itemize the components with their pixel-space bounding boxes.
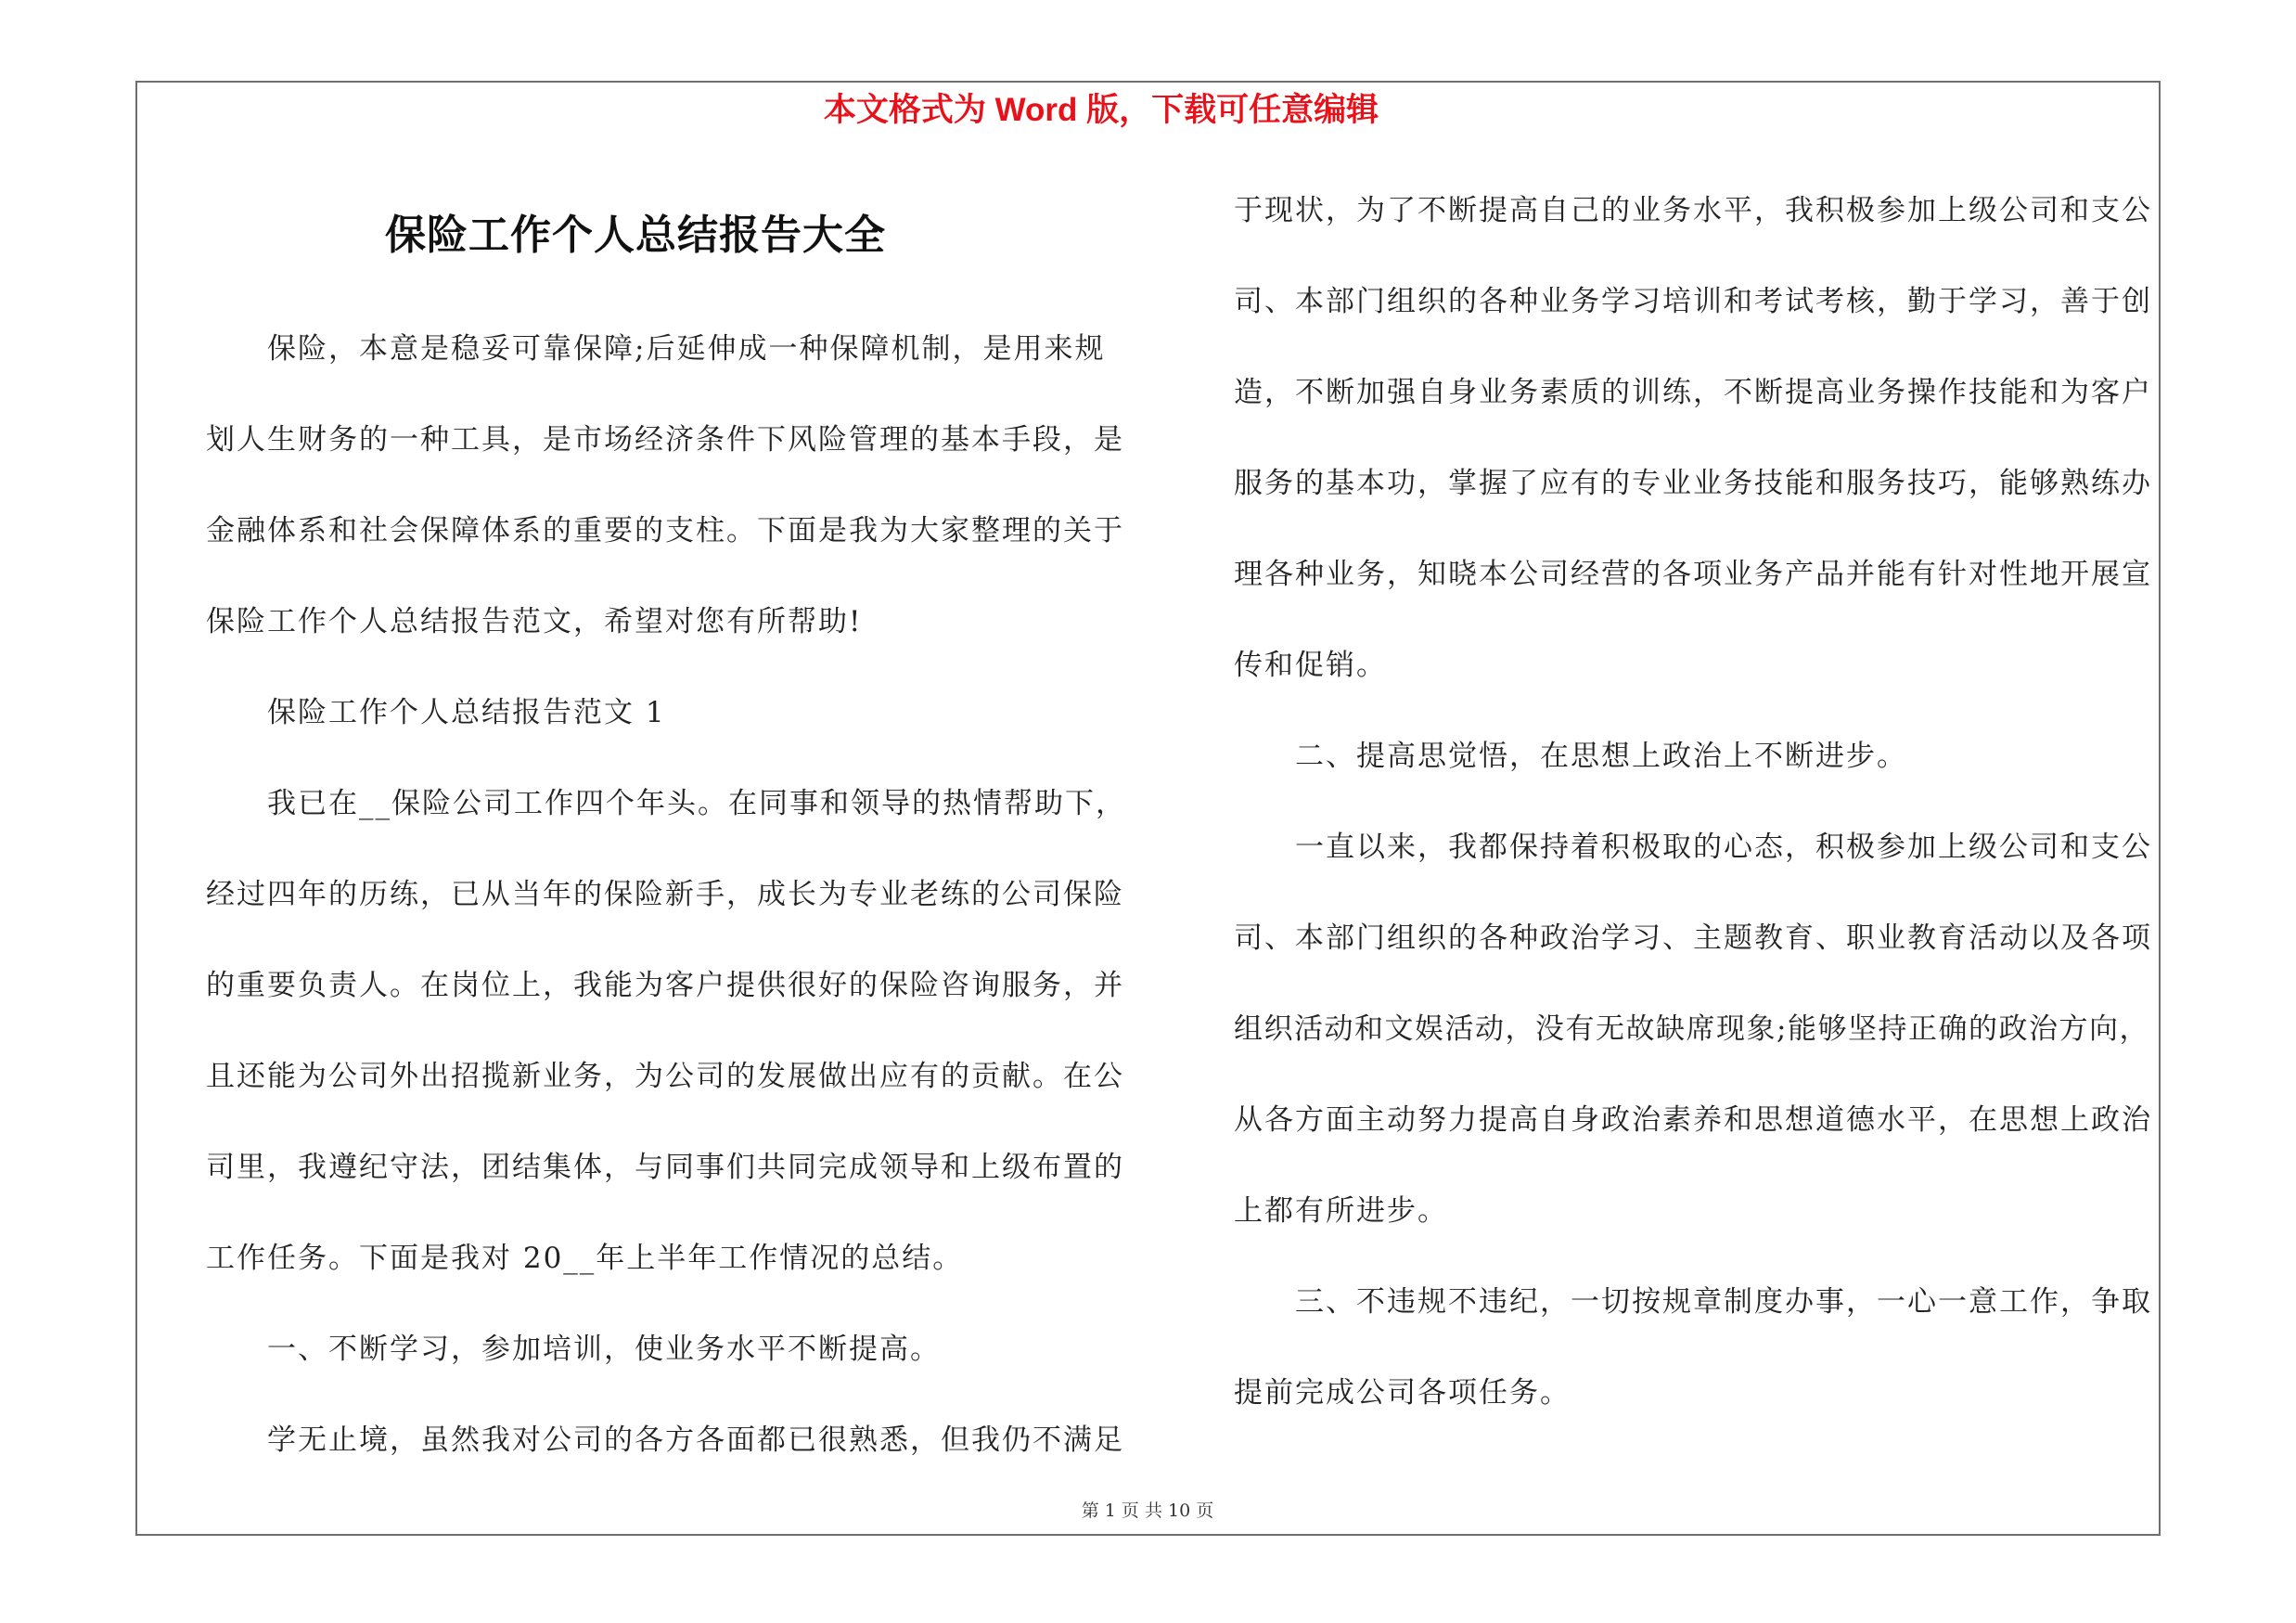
text-line: 且还能为公司外出招揽新业务，为公司的发展做出应有的贡献。在公 <box>206 1060 1124 1093</box>
paragraph-intro <box>206 303 1126 667</box>
text-line: 我已在__保险公司工作四个年头。在同事和领导的热情帮助下， <box>267 787 1126 820</box>
text-line: 从各方面主动努力提高自身政治素养和思想道德水平，在思想上政治 <box>1234 1103 2152 1137</box>
text-line: 组织活动和文娱活动，没有无故缺席现象;能够坚持正确的政治方向， <box>1234 1012 2149 1046</box>
paragraph <box>1234 1256 2154 1438</box>
paragraph <box>1234 802 2154 1256</box>
text-line: 三、不违规不违纪，一切按规章制度办事，一心一意工作，争取 <box>1295 1285 2152 1319</box>
text-line: 司、本部门组织的各种业务学习培训和考试考核，勤于学习，善于创 <box>1234 285 2152 318</box>
format-notice-banner: 本文格式为 Word 版，下载可任意编辑 <box>823 92 1379 128</box>
text-line: 司、本部门组织的各种政治学习、主题教育、职业教育活动以及各项 <box>1234 921 2152 955</box>
text-line: 保险工作个人总结报告范文 1 <box>267 696 666 729</box>
text-line: 二、提高思觉悟，在思想上政治上不断进步。 <box>1295 740 1907 773</box>
left-column <box>206 303 1126 1486</box>
text-line: 的重要负责人。在岗位上，我能为客户提供很好的保险咨询服务，并 <box>206 969 1124 1002</box>
text-line: 工作任务。下面是我对 20__年上半年工作情况的总结。 <box>206 1242 964 1275</box>
text-line: 上都有所进步。 <box>1234 1194 1448 1228</box>
text-line: 保险工作个人总结报告范文，希望对您有所帮助! <box>206 605 863 638</box>
text-line: 学无止境，虽然我对公司的各方各面都已很熟悉，但我仍不满足 <box>267 1423 1124 1457</box>
section-heading <box>1234 711 2154 802</box>
page-number-footer: 第 1 页 共 10 页 <box>1081 1501 1214 1521</box>
section-heading <box>206 1304 1126 1395</box>
text-line: 一直以来，我都保持着积极取的心态，积极参加上级公司和支公 <box>1295 831 2152 864</box>
text-line: 于现状，为了不断提高自己的业务水平，我积极参加上级公司和支公 <box>1234 194 2152 227</box>
right-column <box>1234 165 2154 1438</box>
text-line: 造，不断加强自身业务素质的训练，不断提高业务操作技能和为客户 <box>1234 376 2152 409</box>
paragraph-continued <box>1234 165 2154 711</box>
text-line: 金融体系和社会保障体系的重要的支柱。下面是我为大家整理的关于 <box>206 514 1124 547</box>
text-line: 提前完成公司各项任务。 <box>1234 1376 1571 1410</box>
text-line: 司里，我遵纪守法，团结集体，与同事们共同完成领导和上级布置的 <box>206 1151 1124 1184</box>
document-title: 保险工作个人总结报告大全 <box>385 212 886 259</box>
text-line: 服务的基本功，掌握了应有的专业业务技能和服务技巧，能够熟练办 <box>1234 467 2152 500</box>
text-line: 经过四年的历练，已从当年的保险新手，成长为专业老练的公司保险 <box>206 878 1124 911</box>
text-line: 理各种业务，知晓本公司经营的各项业务产品并能有针对性地开展宣 <box>1234 558 2152 591</box>
paragraph <box>206 758 1126 1304</box>
section-heading <box>206 667 1126 758</box>
text-line: 传和促销。 <box>1234 649 1387 682</box>
text-line: 保险，本意是稳妥可靠保障;后延伸成一种保障机制，是用来规 <box>267 332 1106 366</box>
paragraph <box>206 1395 1126 1486</box>
text-line: 划人生财务的一种工具，是市场经济条件下风险管理的基本手段，是 <box>206 423 1124 457</box>
text-line: 一、不断学习，参加培训，使业务水平不断提高。 <box>267 1333 941 1366</box>
